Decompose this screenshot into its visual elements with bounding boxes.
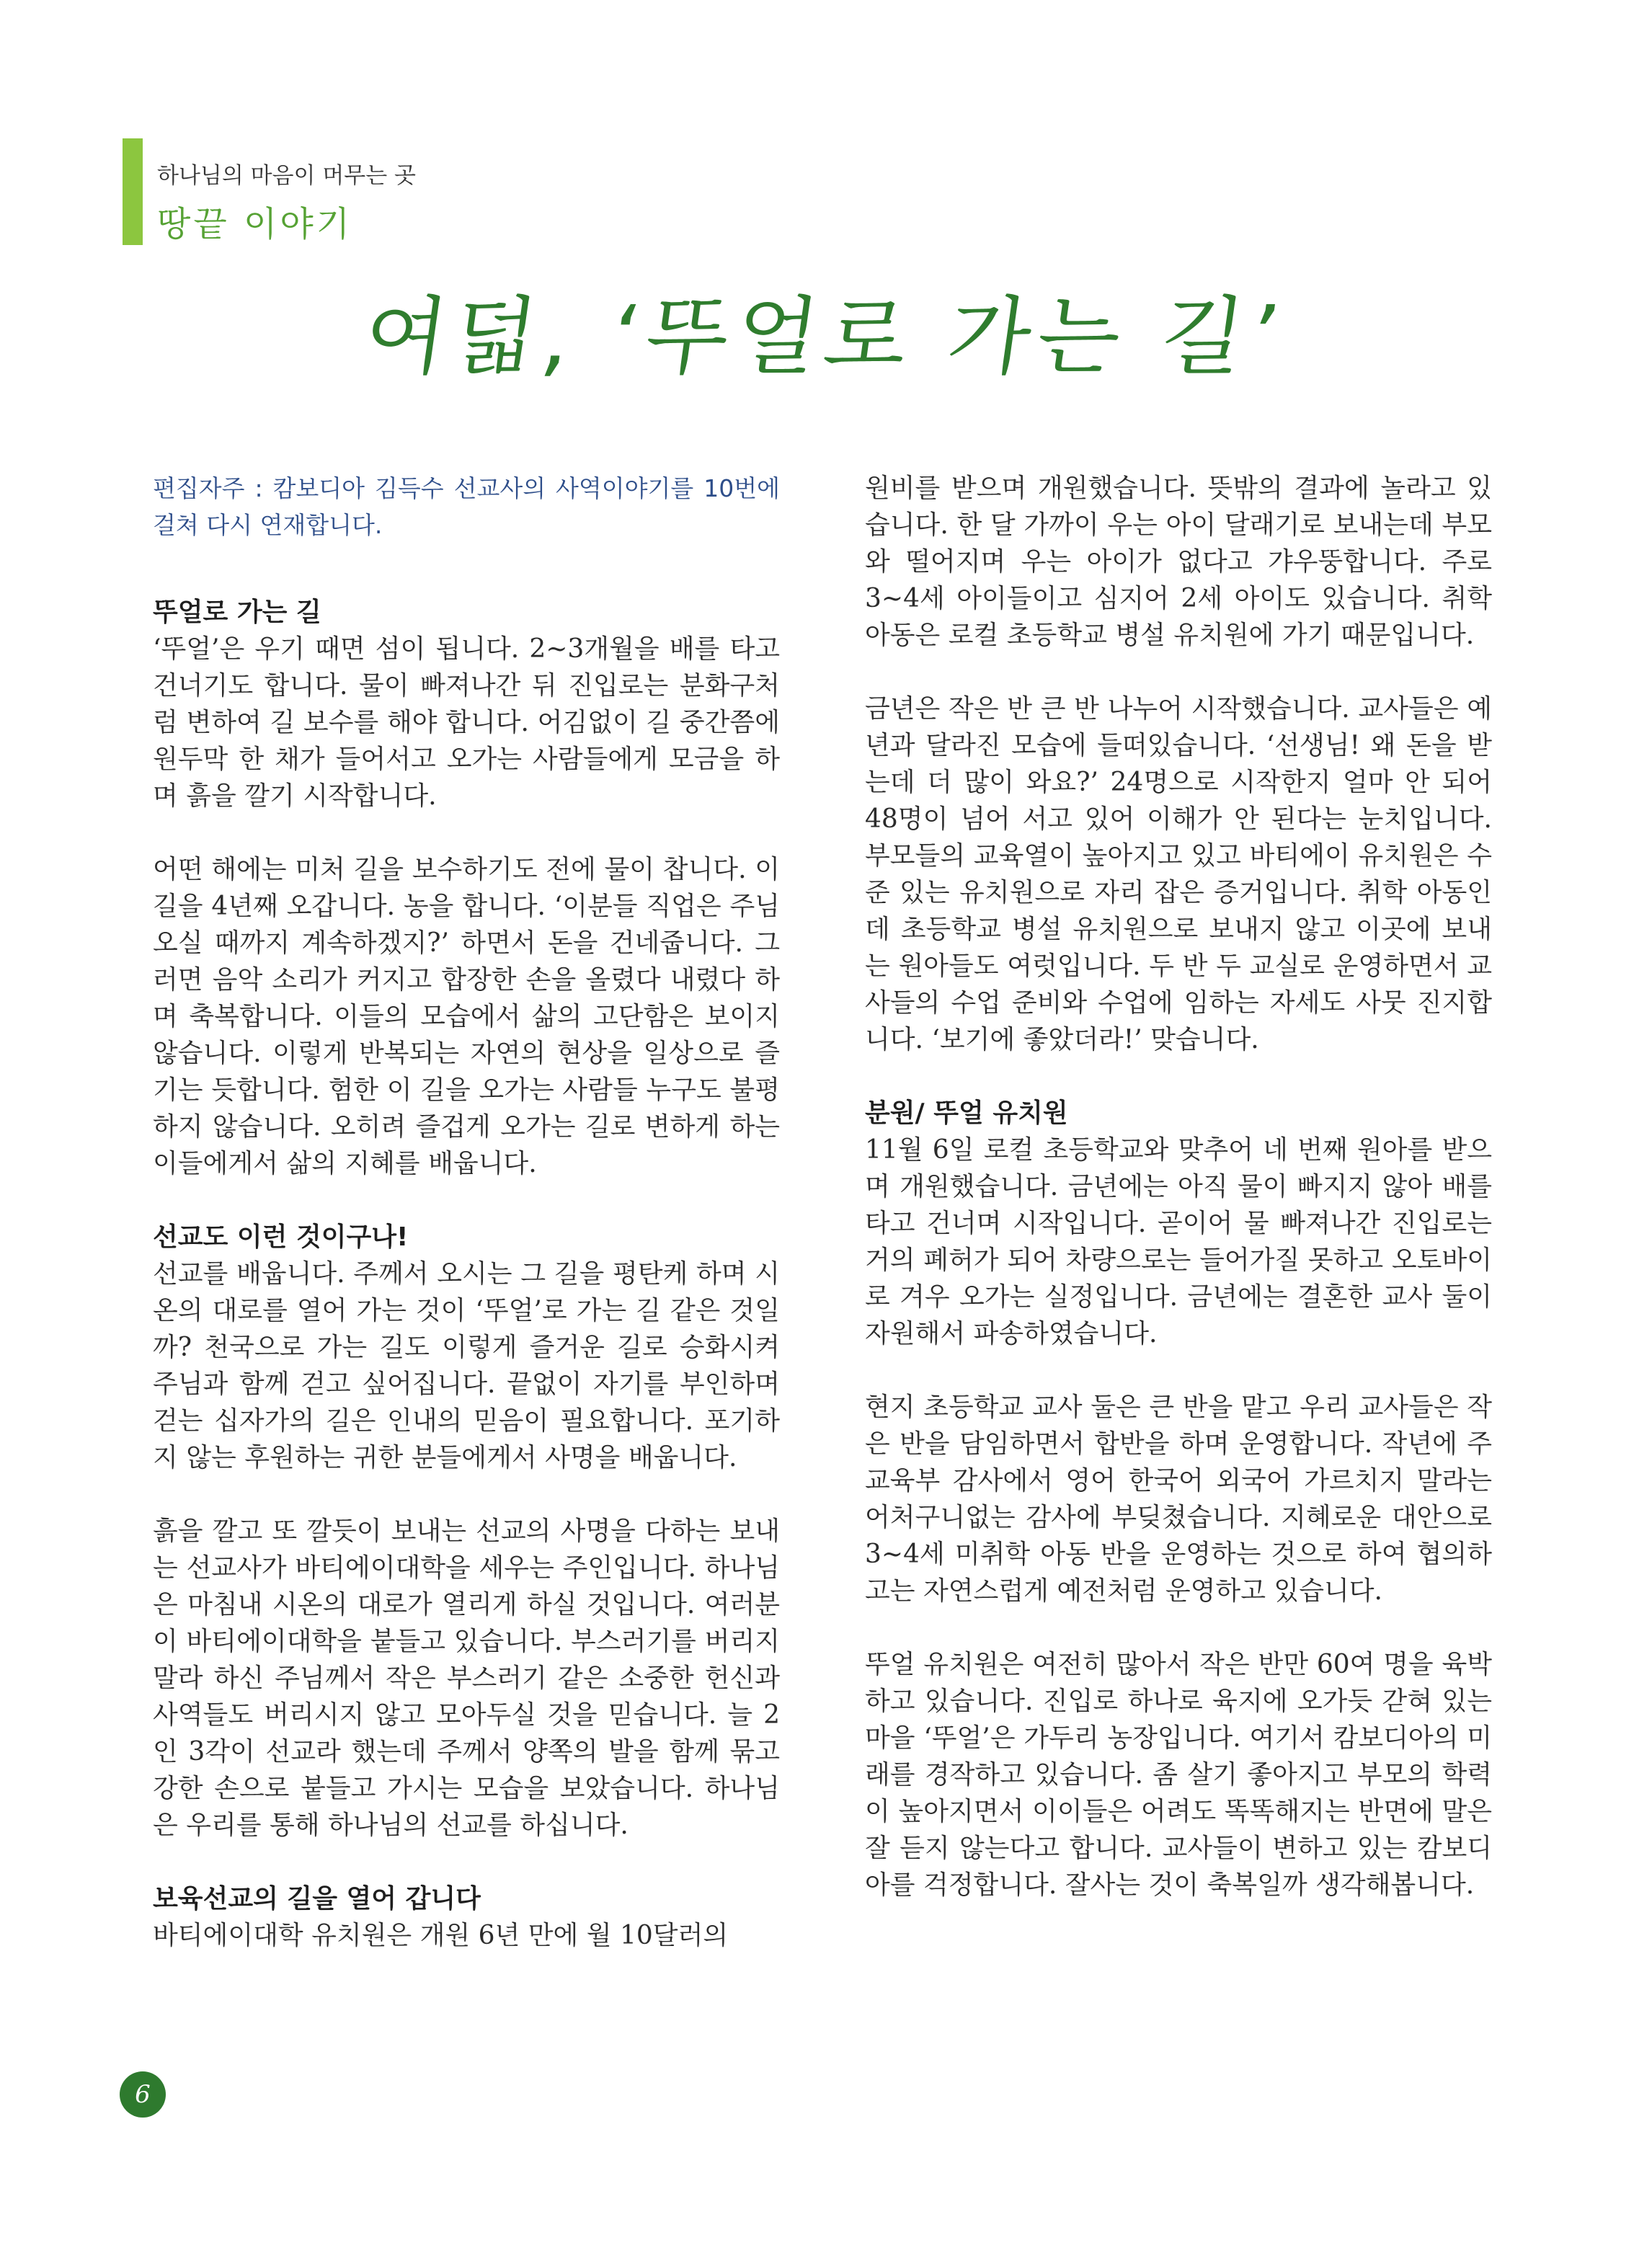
paragraph: 바티에이대학 유치원은 개원 6년 만에 월 10달러의: [153, 1921, 729, 1950]
paragraph: ‘뚜얼’은 우기 때면 섬이 됩니다. 2~3개월을 배를 타고 건너기도 합니다. 물이 빠져나간 뒤 진입로는 분화구처럼 변하여 길 보수를 해야 합니다. 어김없이 길 중간쯤에 원두막 한 채가 들어서고 오가는 사람들에게 모금을 하며 흙을 깔기 시작합니다.: [153, 634, 780, 811]
paragraph: 어떤 해에는 미처 길을 보수하기도 전에 물이 찹니다. 이 길을 4년째 오갑니다. 농을 합니다. ‘이분들 직업은 주님 오실 때까지 계속하겠지?’ 하면서 돈을 건네줍니다. 그러면 음악 소리가 커지고 합장한 손을 올렸다 내렸다 하며 축복합니다. 이들의 모습에서 삶의 고단함은 보이지 않습니다. 이렇게 반복되는 자연의 현상을 일상으로 즐기는 듯합니다. 험한 이 길을 오가는 사람들 누구도 불평하지 않습니다. 오히려 즐겁게 오가는 길로 변하게 하는 이들에게서 삶의 지혜를 배웁니다.: [153, 855, 780, 1178]
paragraph: 원비를 받으며 개원했습니다. 뜻밖의 결과에 놀라고 있습니다. 한 달 가까이 우는 아이 달래기로 보내는데 부모와 떨어지며 우는 아이가 없다고 갸우뚱합니다. 주로 3~4세 아이들이고 심지어 2세 아이도 있습니다. 취학 아동은 로컬 초등학교 병설 유치원에 가기 때문입니다.: [865, 474, 1492, 650]
article-title: 여덟, ‘뚜얼로 가는 길’: [358, 287, 1292, 386]
paragraph: 선교를 배웁니다. 주께서 오시는 그 길을 평탄케 하며 시온의 대로를 열어 가는 것이 ‘뚜얼’로 가는 길 같은 것일까? 천국으로 가는 길도 이렇게 즐거운 길로 승화시켜 주님과 함께 걷고 싶어집니다. 끝없이 자기를 부인하며 걷는 십자가의 길은 인내의 믿음이 필요합니다. 포기하지 않는 후원하는 귀한 분들에게서 사명을 배웁니다.: [153, 1259, 780, 1472]
header-subtitle: 하나님의 마음이 머무는 곳: [157, 163, 416, 189]
paragraph: 현지 초등학교 교사 둘은 큰 반을 맡고 우리 교사들은 작은 반을 담임하면서 합반을 하며 운영합니다. 작년에 주 교육부 감사에서 영어 한국어 외국어 가르치지 말라는 어처구니없는 감사에 부딪쳤습니다. 지혜로운 대안으로 3~4세 미취학 아동 반을 운영하는 것으로 하여 협의하고는 자연스럽게 예전처럼 운영하고 있습니다.: [865, 1392, 1492, 1606]
paragraph: 흙을 깔고 또 깔듯이 보내는 선교의 사명을 다하는 보내는 선교사가 바티에이대학을 세우는 주인입니다. 하나님은 마침내 시온의 대로가 열리게 하실 것입니다. 여러분이 바티에이대학을 붙들고 있습니다. 부스러기를 버리지 말라 하신 주님께서 작은 부스러기 같은 소중한 헌신과 사역들도 버리시지 않고 모아두실 것을 믿습니다. 늘 2인 3각이 선교라 했는데 주께서 양쪽의 발을 함께 묶고 강한 손으로 붙들고 가시는 모습을 보았습니다. 하나님은 우리를 통해 하나님의 선교를 하십니다.: [153, 1516, 780, 1840]
section-title: 땅끝 이야기: [157, 204, 353, 244]
subheading-tuol-kindergarten: 분원/ 뚜얼 유치원: [865, 1098, 1068, 1128]
editor-note: 편집자주 : 캄보디아 김득수 선교사의 사역이야기를 10번에 걸쳐 다시 연재합니다.: [153, 474, 780, 539]
paragraph: 뚜얼 유치원은 여전히 많아서 작은 반만 60여 명을 육박하고 있습니다. 진입로 하나로 육지에 오가듯 갇혀 있는 마을 ‘뚜얼’은 가두리 농장입니다. 여기서 캄보디아의 미래를 경작하고 있습니다. 좀 살기 좋아지고 부모의 학력이 높아지면서 이이들은 어려도 똑똑해지는 반면에 말은 잘 듣지 않는다고 합니다. 교사들이 변하고 있는 캄보디아를 걱정합니다. 잘사는 것이 축복일까 생각해봅니다.: [865, 1650, 1492, 1900]
subheading-road-to-tuol: 뚜얼로 가는 길: [153, 597, 321, 627]
header-accent-bar: [123, 138, 143, 245]
subheading-mission: 선교도 이런 것이구나!: [153, 1222, 409, 1252]
page-number: 6: [120, 2071, 166, 2118]
paragraph: 11월 6일 로컬 초등학교와 맞추어 네 번째 원아를 받으며 개원했습니다. 금년에는 아직 물이 빠지지 않아 배를 타고 건너며 시작입니다. 곧이어 물 빠져나간 진입로는 거의 폐허가 되어 차량으로는 들어가질 못하고 오토바이로 겨우 오가는 실정입니다. 금년에는 결혼한 교사 둘이 자원해서 파송하였습니다.: [865, 1135, 1492, 1349]
right-column: [865, 470, 1492, 1940]
subheading-childcare-mission: 보육선교의 길을 열어 갑니다: [153, 1884, 481, 1914]
left-column: [153, 470, 780, 1991]
paragraph: 금년은 작은 반 큰 반 나누어 시작했습니다. 교사들은 예년과 달라진 모습에 들떠있습니다. ‘선생님! 왜 돈을 받는데 더 많이 와요?’ 24명으로 시작한지 얼마 안 되어 48명이 넘어 서고 있어 이해가 안 된다는 눈치입니다. 부모들의 교육열이 높아지고 있고 바티에이 유치원은 수준 있는 유치원으로 자리 잡은 증거입니다. 취학 아동인데 초등학교 병설 유치원으로 보내지 않고 이곳에 보내는 원아들도 여럿입니다. 두 반 두 교실로 운영하면서 교사들의 수업 준비와 수업에 임하는 자세도 사뭇 진지합니다. ‘보기에 좋았더라!’ 맞습니다.: [865, 694, 1492, 1054]
